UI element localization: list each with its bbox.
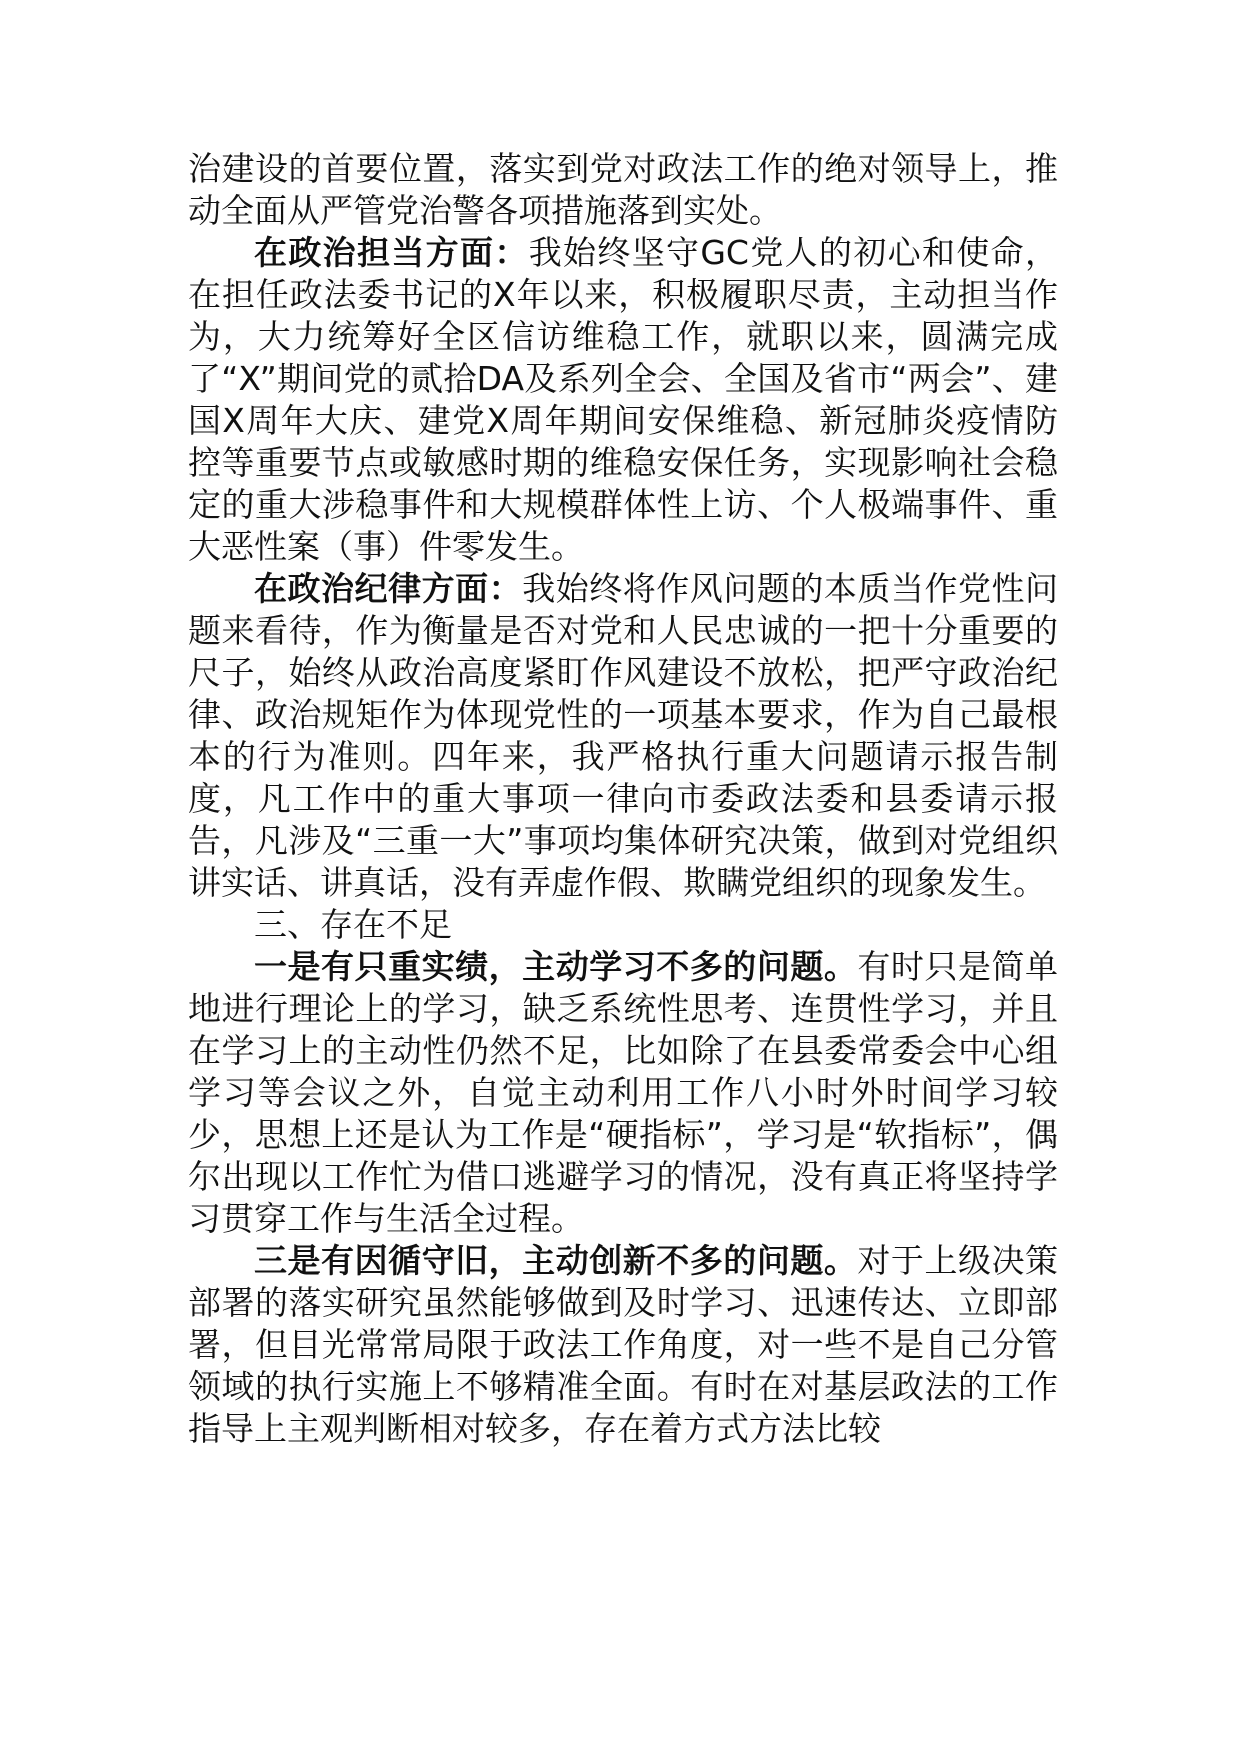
paragraph-shortcoming-1 <box>188 946 1058 1240</box>
paragraph-shortcoming-3 <box>188 1240 1058 1450</box>
paragraph-text: 有时只是简单地进行理论上的学习，缺乏系统性思考、连贯性学习，并且在学习上的主动性仍然不足，比如除了在县委常委会中心组学习等会议之外，自觉主动利用工作八小时外时间学习较少，思想上还是认为工作是“硬指标”，学习是“软指标”，偶尔出现以工作忙为借口逃避学习的情况，没有真正将坚持学习贯穿工作与生活全过程。 <box>188 947 1059 1238</box>
paragraph-lead: 三是有因循守旧，主动创新不多的问题。 <box>254 1241 858 1280</box>
paragraph-text: 治建设的首要位置，落实到党对政法工作的绝对领导上，推动全面从严管党治警各项措施落到实处。 <box>188 149 1058 230</box>
paragraph-text: 对于上级决策部署的落实研究虽然能够做到及时学习、迅速传达、立即部署，但目光常常局限于政法工作角度，对一些不是自己分管领域的执行实施上不够精准全面。有时在对基层政法的工作指导上主观判断相对较多，存在着方式方法比较 <box>188 1241 1059 1448</box>
paragraph-political-discipline <box>188 568 1058 904</box>
document-page <box>188 148 1058 1450</box>
paragraph-continued <box>188 148 1058 232</box>
paragraph-lead: 一是有只重实绩，主动学习不多的问题。 <box>254 947 858 986</box>
paragraph-text: 我始终坚守GC党人的初心和使命，在担任政法委书记的X年以来，积极履职尽责，主动担当作为，大力统筹好全区信访维稳工作，就职以来，圆满完成了“X”期间党的贰拾DA及系列全会、全国及省市“两会”、建国X周年大庆、建党X周年期间安保维稳、新冠肺炎疫情防控等重要节点或敏感时期的维稳安保任务，实现影响社会稳定的重大涉稳事件和大规模群体性上访、个人极端事件、重大恶性案（事）件零发生。 <box>188 233 1058 566</box>
paragraph-political-responsibility <box>188 232 1058 568</box>
paragraph-text: 我始终将作风问题的本质当作党性问题来看待，作为衡量是否对党和人民忠诚的一把十分重要的尺子，始终从政治高度紧盯作风建设不放松，把严守政治纪律、政治规矩作为体现党性的一项基本要求，作为自己最根本的行为准则。四年来，我严格执行重大问题请示报告制度，凡工作中的重大事项一律向市委政法委和县委请示报告，凡涉及“三重一大”事项均集体研究决策，做到对党组织讲实话、讲真话，没有弄虚作假、欺瞒党组织的现象发生。 <box>188 569 1059 902</box>
paragraph-lead: 在政治纪律方面： <box>254 569 523 608</box>
section-heading: 三、存在不足 <box>254 905 452 944</box>
paragraph-lead: 在政治担当方面： <box>254 233 529 272</box>
